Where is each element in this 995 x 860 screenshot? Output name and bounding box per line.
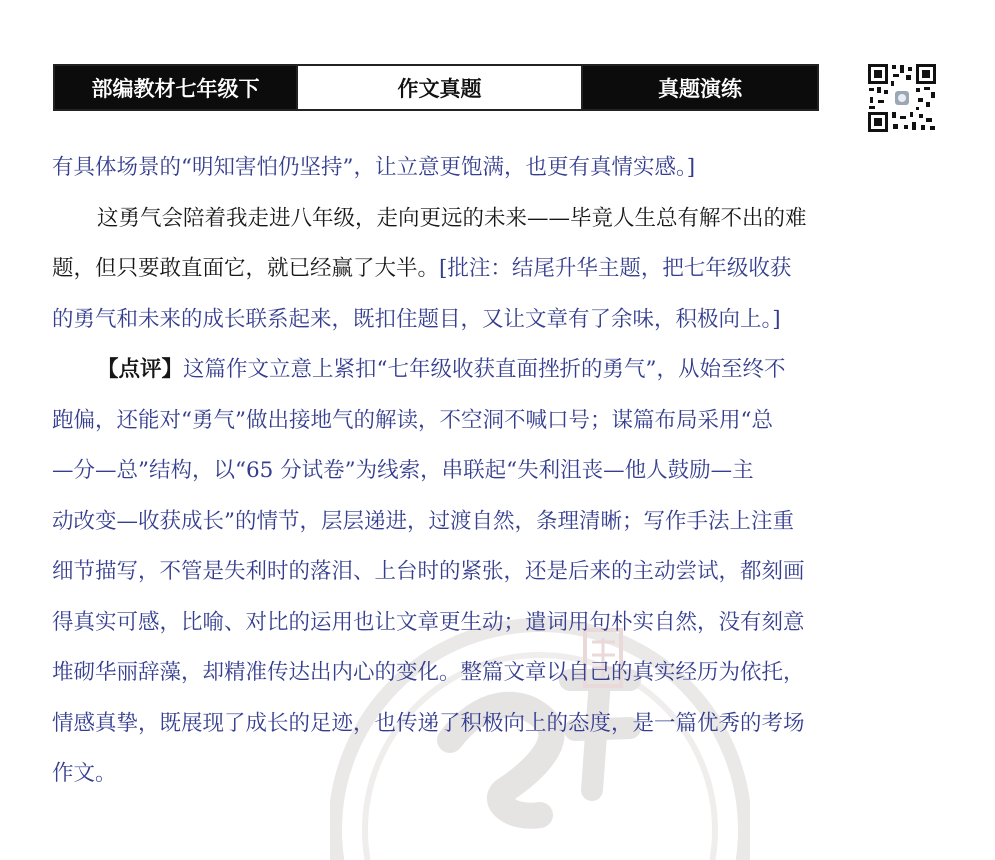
essay-line: 这勇气会陪着我走进八年级，走向更远的未来——毕竟人生总有解不出的难 bbox=[97, 205, 807, 231]
comment-tag: 【点评】 bbox=[97, 357, 184, 382]
header-left-cell bbox=[55, 66, 296, 109]
header-left-label: 部编教材七年级下 bbox=[91, 75, 260, 101]
document-body bbox=[52, 143, 942, 800]
comment-line: 得真实可感，比喻、对比的运用也让文章更生动；遣词用句朴实自然，没有刻意 bbox=[52, 609, 805, 635]
essay-text: 题，但只要敢直面它，就已经赢了大半。 bbox=[52, 256, 440, 281]
annotation-line: 的勇气和未来的成长联系起来，既扣住题目，又让文章有了余味，积极向上。] bbox=[52, 306, 781, 332]
essay-line bbox=[52, 244, 942, 295]
comment-line: 细节描写，不管是失利时的落泪、上台时的紧张，还是后来的主动尝试，都刻画 bbox=[52, 559, 805, 584]
comment-line: 动改变—收获成长”的情节，层层递进，过渡自然，条理清晰；写作手法上注重 bbox=[52, 508, 794, 534]
header-center-label: 作文真题 bbox=[397, 75, 482, 101]
comment-text: 这篇作文立意上紧扣“七年级收获直面挫折的勇气”，从始至终不 bbox=[183, 357, 786, 382]
comment-line: 情感真挚，既展现了成长的足迹，也传递了积极向上的态度，是一篇优秀的考场 bbox=[52, 710, 805, 736]
header-right-cell bbox=[583, 66, 817, 109]
annotation-line: 有具体场景的“明知害怕仍坚持”，让立意更饱满，也更有真情实感。] bbox=[52, 155, 696, 180]
qr-code-icon bbox=[866, 62, 938, 134]
comment-line bbox=[52, 345, 942, 396]
comment-line: 作文。 bbox=[52, 761, 117, 786]
comment-line: 堆砌华丽辞藻，却精准传达出内心的变化。整篇文章以自己的真实经历为依托， bbox=[52, 660, 805, 685]
header-bar bbox=[53, 64, 819, 111]
comment-line: 跑偏，还能对“勇气”做出接地气的解读，不空洞不喊口号；谋篇布局采用“总 bbox=[52, 407, 773, 433]
header-center-cell bbox=[296, 66, 583, 109]
comment-line: —分—总”结构，以“65 分试卷”为线索，串联起“失利沮丧—他人鼓励—主 bbox=[52, 458, 754, 483]
header-right-label: 真题演练 bbox=[658, 75, 742, 101]
annotation-text: [批注：结尾升华主题，把七年级收获 bbox=[439, 256, 792, 281]
